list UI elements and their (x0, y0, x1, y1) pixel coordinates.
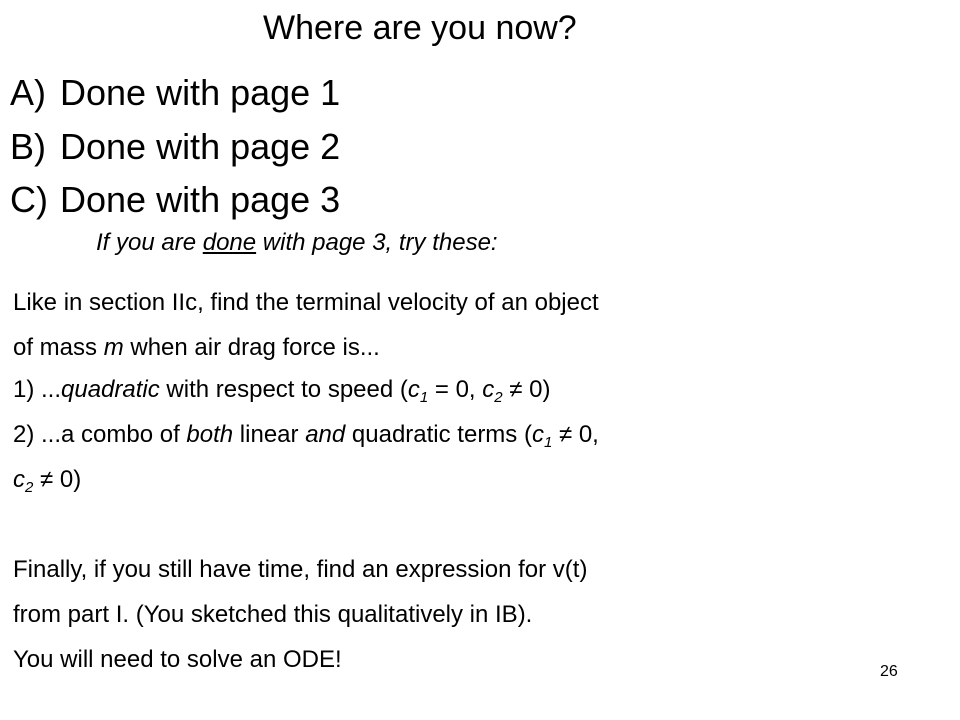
item-2-italic-2: and (305, 421, 346, 448)
option-c-text: Done with page 3 (60, 179, 341, 220)
option-b-text: Done with page 2 (60, 126, 341, 167)
item-1-c1-rel: = 0, (428, 376, 483, 403)
item-2-line-1 (13, 420, 599, 450)
paragraph-1-line-1: Like in section IIc, find the terminal velocity of an object (13, 289, 599, 316)
item-2-middle-1: linear (233, 421, 306, 448)
item-1-middle: with respect to speed ( (159, 376, 408, 403)
subheading-after: with page 3, try these: (256, 229, 498, 256)
option-a-text: Done with page 1 (60, 72, 341, 113)
item-2-c2-sub: 2 (25, 479, 34, 496)
item-2-italic-1: both (186, 421, 234, 448)
subheading-before: If you are (96, 229, 203, 256)
item-2-prefix: 2) ...a combo of (13, 421, 187, 448)
item-2-c1-rel: ≠ 0, (552, 421, 599, 448)
item-2-c2: c (13, 466, 25, 493)
item-2-c1: c (531, 421, 544, 448)
item-1 (13, 375, 550, 405)
slide-title: Where are you now? (263, 9, 577, 47)
paragraph-2-line-2: from part I. (You sketched this qualitatively in IB). (13, 601, 533, 628)
item-2-middle-2: quadratic terms ( (345, 421, 532, 448)
item-1-italic: quadratic (61, 376, 160, 403)
item-1-c2: c (482, 376, 495, 403)
option-b-letter: B) (10, 126, 46, 167)
item-1-c2-sub: 2 (494, 389, 503, 406)
p1-l2-italic: m (103, 334, 124, 361)
option-a-letter: A) (10, 72, 46, 113)
paragraph-2-line-1: Finally, if you still have time, find an expression for v(t) (13, 556, 588, 583)
subheading (96, 228, 498, 258)
item-2-line-2 (13, 465, 81, 495)
item-2-c2-rel: ≠ 0) (33, 466, 82, 493)
item-1-c2-rel: ≠ 0) (502, 376, 551, 403)
p1-l2-after: when air drag force is... (123, 334, 380, 361)
subheading-emphasis: done (202, 229, 257, 256)
option-c-letter: C) (10, 179, 48, 220)
page-number: 26 (880, 663, 898, 680)
item-1-c1-sub: 1 (419, 389, 429, 406)
p1-l2-before: of mass (13, 334, 104, 361)
item-2-c1-sub: 1 (543, 434, 553, 451)
paragraph-1-line-2 (13, 333, 380, 363)
item-1-prefix: 1) ... (13, 376, 62, 403)
item-1-c1: c (407, 376, 420, 403)
paragraph-2-line-3: You will need to solve an ODE! (13, 646, 342, 673)
